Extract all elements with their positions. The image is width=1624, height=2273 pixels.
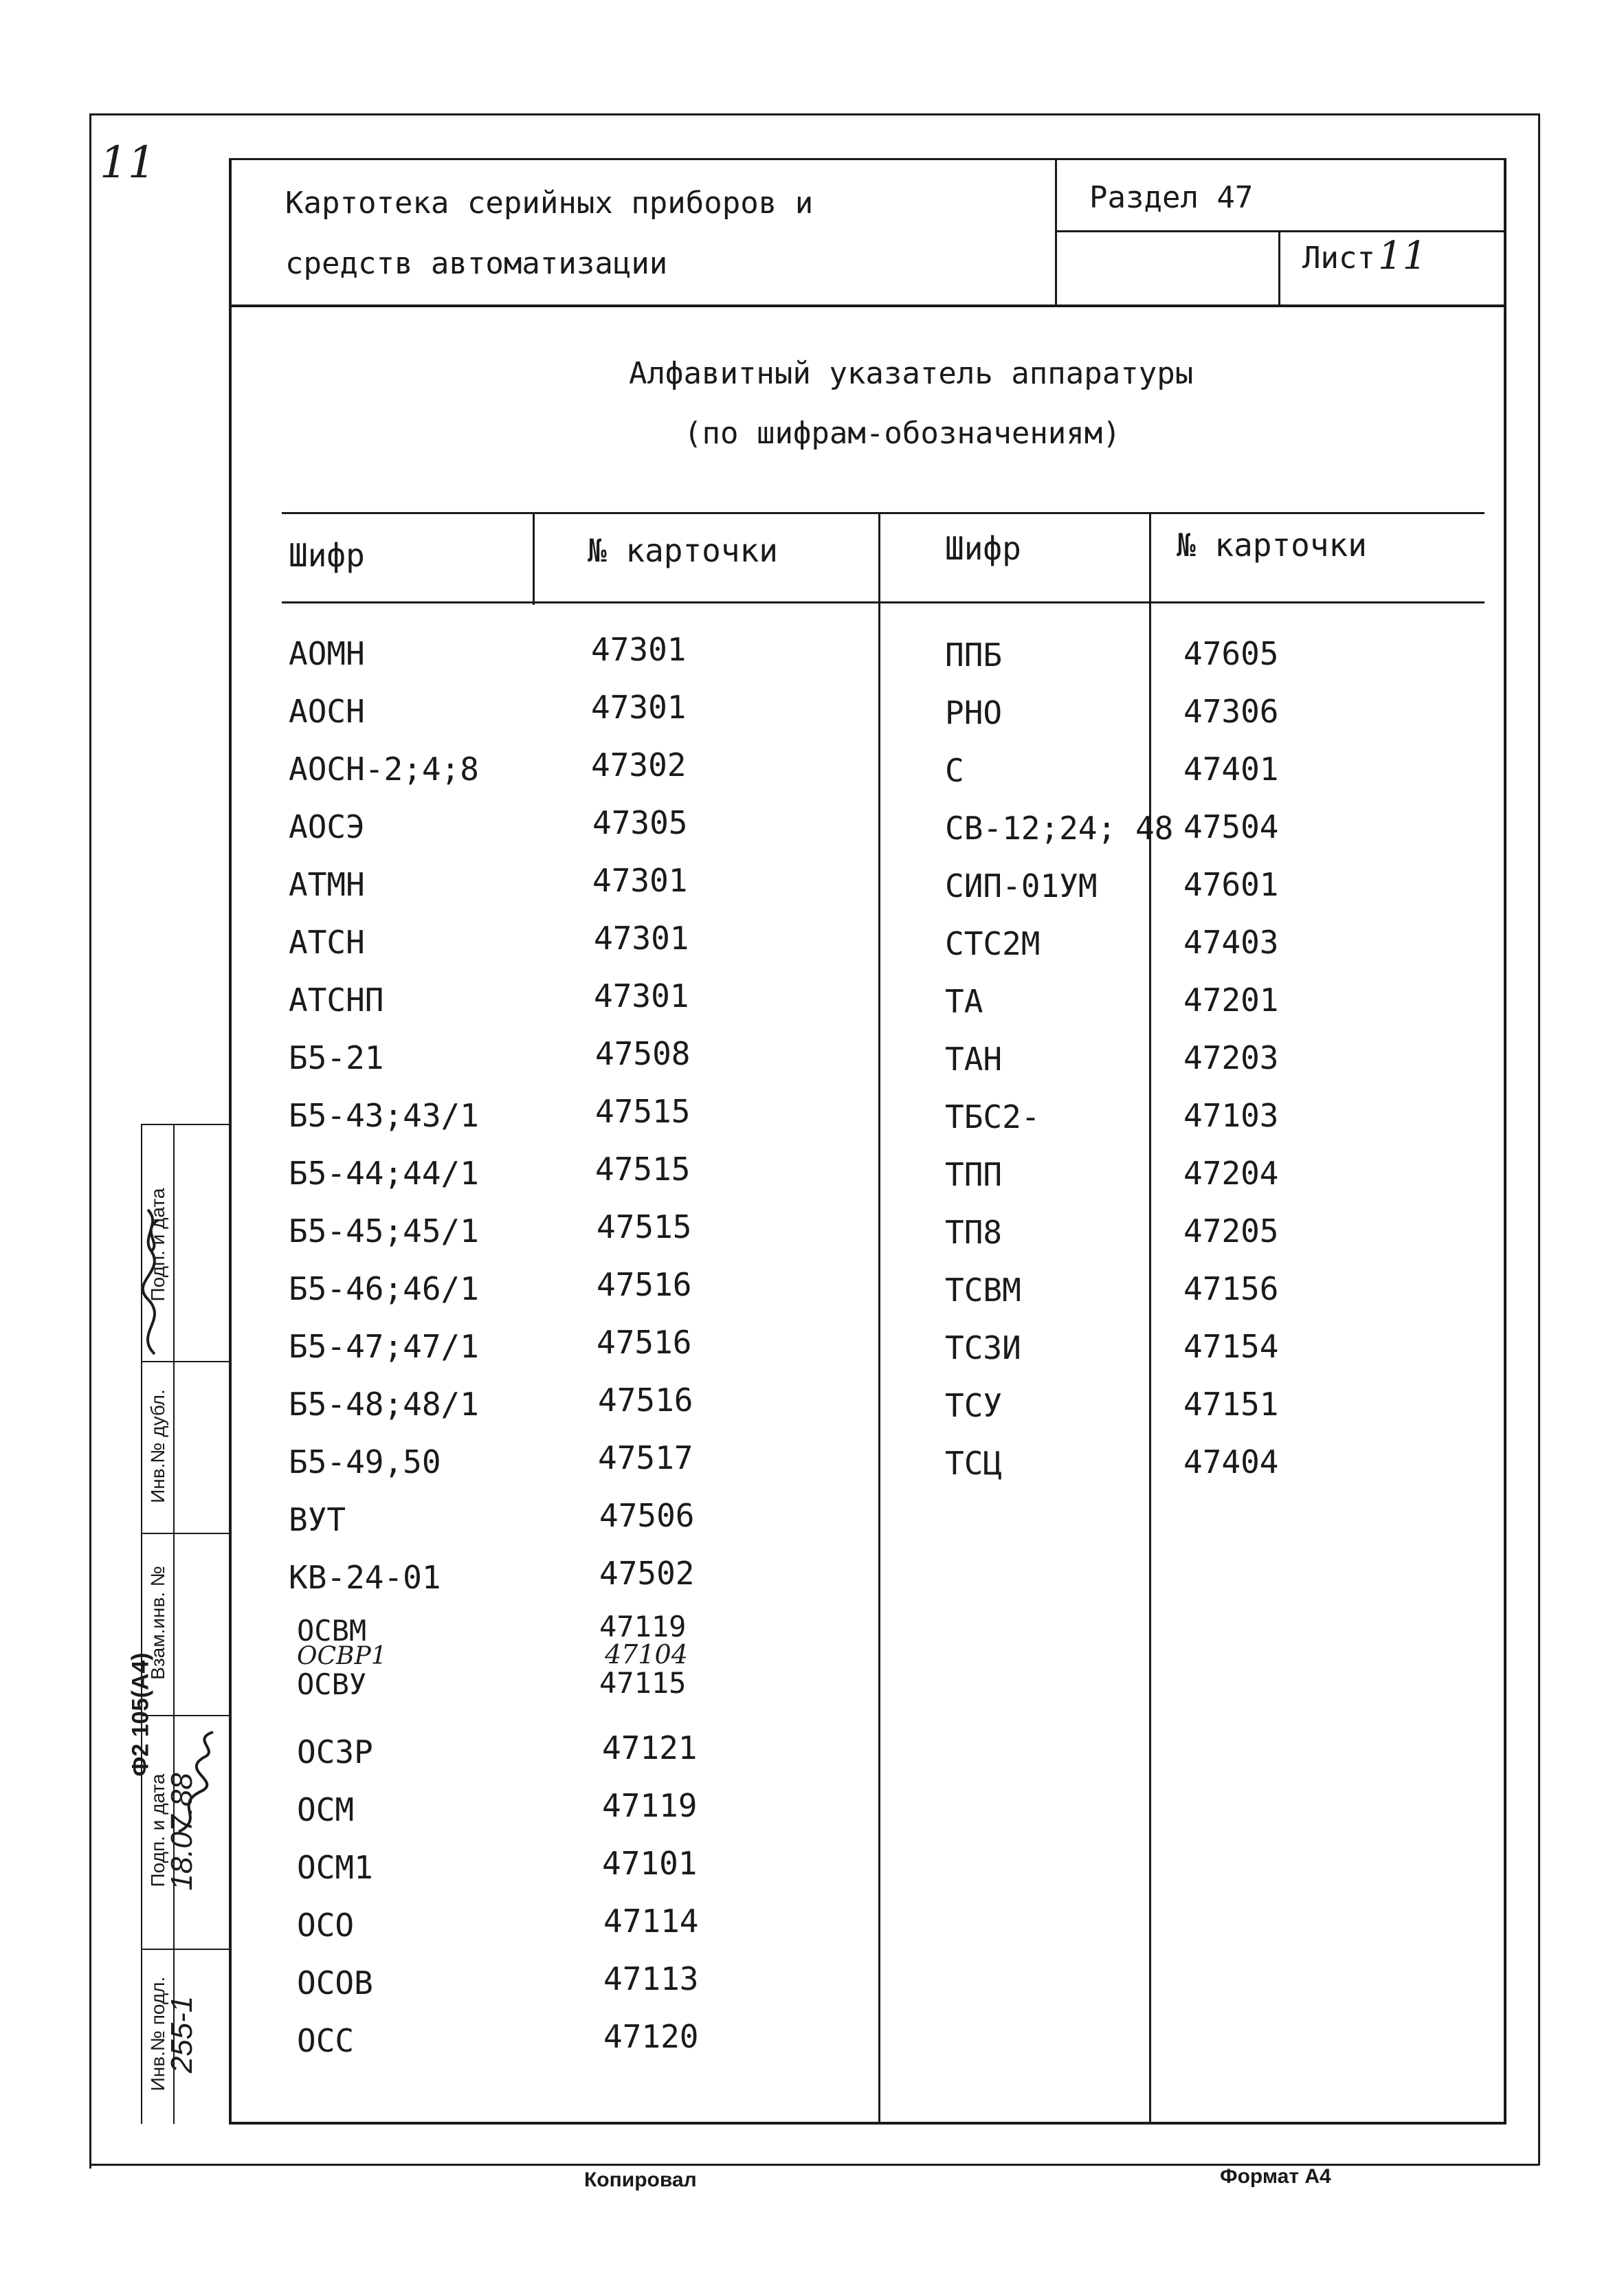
right-code: ТСВМ [945, 1272, 1021, 1309]
left-card: 47516 [597, 1324, 692, 1361]
left-card: 47119 [599, 1610, 687, 1643]
handwritten-card: 47104 [605, 1639, 688, 1670]
left-card: 47305 [592, 804, 688, 841]
right-card: 47401 [1183, 751, 1279, 788]
left-code: ОСМ [297, 1791, 355, 1828]
right-card: 47403 [1183, 924, 1279, 961]
left-code: Б5-44;44/1 [289, 1155, 479, 1192]
right-code: СТС2М [945, 925, 1041, 962]
left-code: Б5-46;46/1 [289, 1270, 479, 1307]
header-title-line2: средств автоматизации [285, 246, 668, 281]
right-code: ТСУ [945, 1387, 1003, 1424]
left-card: 47515 [595, 1151, 691, 1188]
left-code: АОСН [289, 693, 365, 730]
table-col-divider-3 [1149, 512, 1151, 2124]
left-code: АТСНП [289, 982, 384, 1019]
stamp-label-sign-date-2: Подп. и дата [147, 1188, 168, 1302]
main-bottom-line [229, 2122, 1506, 2125]
left-card: 47113 [603, 1960, 699, 1997]
left-card: 47101 [602, 1845, 698, 1882]
left-code: ОСОВ [297, 1964, 373, 2002]
table-col-divider-2 [878, 512, 880, 2124]
left-card: 47121 [602, 1729, 698, 1766]
left-card: 47515 [597, 1208, 692, 1245]
stamp-row-line-3 [141, 1715, 230, 1716]
left-card: 47502 [599, 1555, 695, 1592]
right-card: 47151 [1183, 1386, 1279, 1423]
left-code: АТМН [289, 866, 365, 903]
left-code: ОСО [297, 1907, 355, 1944]
footer-format: Формат А4 [1220, 2165, 1331, 2188]
footer-copied: Копировал [584, 2169, 697, 2191]
signature-scribble-upper [127, 1155, 175, 1361]
right-card: 47404 [1183, 1443, 1279, 1481]
frame-right-line [1538, 113, 1540, 2165]
right-card: 47504 [1183, 808, 1279, 845]
index-title: Алфавитный указатель аппаратуры [629, 356, 1194, 391]
left-card: 47302 [591, 746, 687, 784]
left-card: 47516 [597, 1266, 692, 1303]
col-header-code-left: Шифр [289, 537, 365, 574]
left-card: 47301 [594, 920, 689, 957]
left-code: Б5-49,50 [289, 1443, 441, 1481]
right-card: 47605 [1183, 635, 1279, 672]
right-card: 47156 [1183, 1270, 1279, 1307]
right-code: ТПП [945, 1156, 1003, 1193]
right-code: ТБС2- [945, 1098, 1041, 1135]
frame-top-line [89, 113, 1539, 115]
left-code: ОСВУ [297, 1667, 367, 1701]
left-code: ОСЗР [297, 1733, 373, 1771]
sheet-mark: 11 [100, 137, 156, 188]
left-code: Б5-45;45/1 [289, 1212, 479, 1250]
left-card: 47115 [599, 1666, 687, 1700]
left-card: 47506 [599, 1497, 695, 1534]
left-card: 47301 [591, 689, 687, 726]
stamp-top-line [141, 1124, 230, 1125]
left-code: Б5-43;43/1 [289, 1097, 479, 1134]
signature-scribble-lower [165, 1729, 227, 1839]
table-col-divider-1 [533, 512, 535, 605]
header-title-line1: Картотека серийных приборов и [285, 186, 814, 221]
left-card: 47516 [598, 1382, 693, 1419]
main-top-line [230, 158, 1505, 160]
header-bottom-line [229, 304, 1506, 307]
left-code: АОСН-2;4;8 [289, 751, 479, 788]
left-code: Б5-47;47/1 [289, 1328, 479, 1365]
right-code: РНО [945, 694, 1003, 731]
right-card: 47103 [1183, 1097, 1279, 1134]
left-code: Б5-21 [289, 1039, 384, 1076]
left-code: ОСМ1 [297, 1849, 373, 1886]
table-top-line [282, 512, 1484, 514]
header-sheet-number: 11 [1378, 234, 1427, 278]
right-card: 47203 [1183, 1039, 1279, 1076]
right-code: ТАН [945, 1041, 1003, 1078]
left-card: 47120 [603, 2018, 699, 2055]
right-code: СИП-01УМ [945, 867, 1098, 905]
col-header-code-right: Шифр [945, 530, 1021, 567]
header-sheet-divider [1278, 230, 1280, 306]
frame-left-line [89, 113, 91, 2169]
right-card: 47201 [1183, 982, 1279, 1019]
left-card: 47114 [603, 1903, 699, 1940]
left-code: АОМН [289, 635, 365, 672]
stamp-row-line-1 [141, 1361, 230, 1362]
left-card: 47301 [594, 977, 689, 1014]
stamp-row-line-2 [141, 1533, 230, 1534]
stamp-label-inv-orig: Инв.№ подл. [147, 1976, 168, 2092]
left-code: КВ-24-01 [289, 1559, 441, 1596]
left-code: АОСЭ [289, 808, 365, 845]
main-right-line [1504, 158, 1506, 2124]
table-header-line [282, 601, 1484, 603]
right-code: ТСЗИ [945, 1329, 1021, 1366]
right-code: ТСЦ [945, 1445, 1003, 1482]
left-card: 47515 [595, 1093, 691, 1130]
right-card: 47154 [1183, 1328, 1279, 1365]
right-code: СВ-12;24; 48 [945, 810, 1174, 847]
stamp-sign-date: 18.07.88 [165, 1773, 199, 1891]
index-subtitle: (по шифрам-обозначениям) [684, 416, 1121, 451]
header-sheet-label: Лист [1302, 241, 1375, 276]
left-code: ОСС [297, 2022, 355, 2059]
left-code: АТСН [289, 924, 365, 961]
right-card: 47205 [1183, 1212, 1279, 1250]
form-code: Ф2 105(А4) [127, 1652, 154, 1777]
left-code: Б5-48;48/1 [289, 1386, 479, 1423]
stamp-row-line-4 [141, 1949, 230, 1950]
stamp-label-inv-dup: Инв.№ дубл. [147, 1389, 168, 1503]
handwritten-code: ОСВР1 [297, 1642, 387, 1670]
right-code: ТП8 [945, 1214, 1003, 1251]
left-code: ОСВМ [297, 1614, 367, 1648]
stamp-label-replace-inv: Взам.инв. № [147, 1566, 168, 1680]
left-card: 47301 [592, 862, 688, 899]
right-code: С [945, 752, 964, 789]
right-card: 47601 [1183, 866, 1279, 903]
left-card: 47508 [595, 1035, 691, 1072]
stamp-label-sign-date-1: Подп. и дата [147, 1773, 168, 1887]
left-card: 47301 [591, 631, 687, 668]
right-card: 47306 [1183, 693, 1279, 730]
left-card: 47119 [602, 1787, 698, 1824]
stamp-inv-number: 255-1 [165, 1995, 199, 2074]
left-card: 47517 [598, 1439, 693, 1476]
right-card: 47204 [1183, 1155, 1279, 1192]
col-header-card-left: № карточки [588, 532, 778, 569]
main-left-line [229, 158, 232, 2124]
header-section: Раздел 47 [1089, 180, 1254, 215]
left-code: ВУТ [289, 1501, 346, 1538]
col-header-card-right: № карточки [1177, 526, 1367, 564]
right-code: ППБ [945, 636, 1003, 674]
right-code: ТА [945, 983, 983, 1020]
